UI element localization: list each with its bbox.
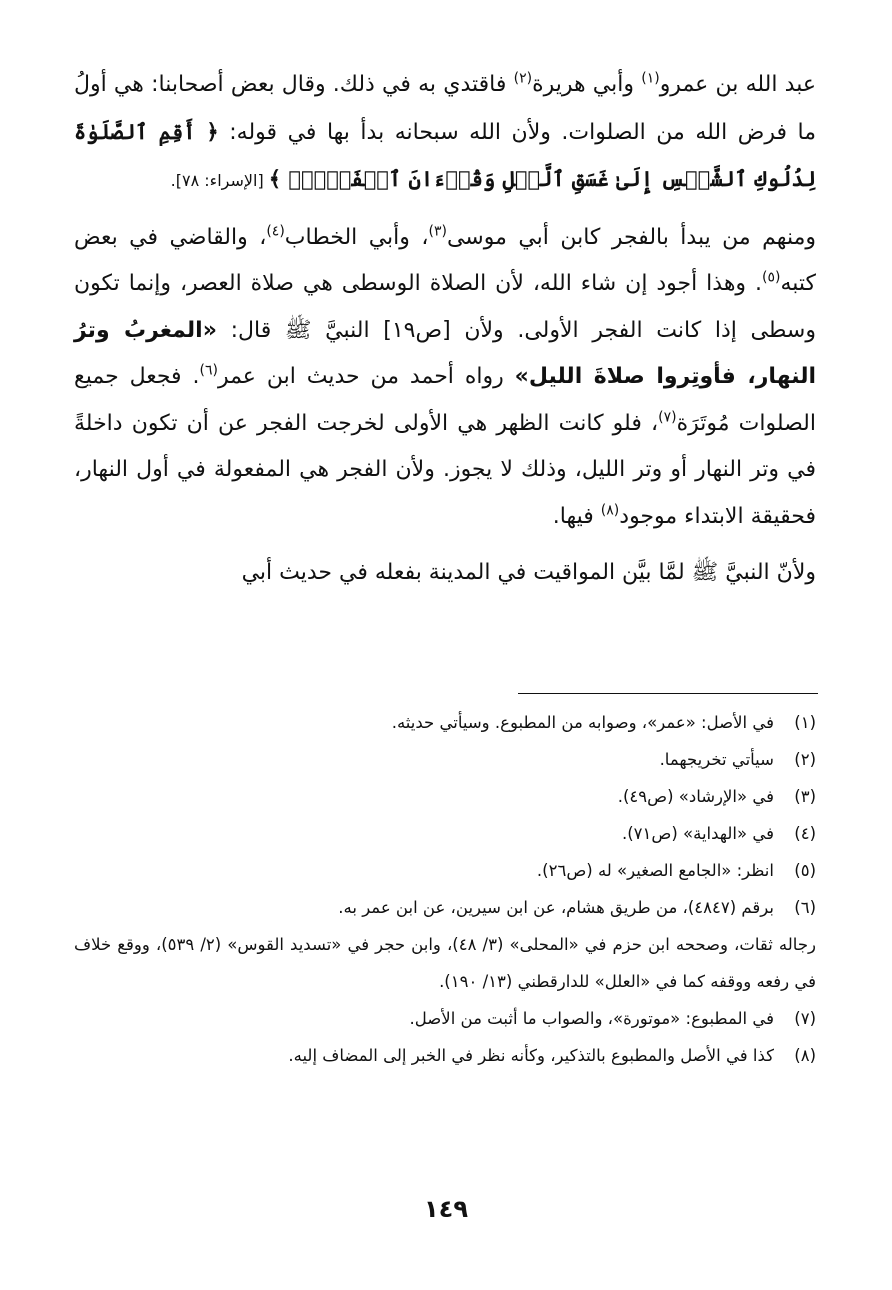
footnote-text: برقم (٤٨٤٧)، من طريق هشام، عن ابن سيرين، عن ابن عمر به.: [338, 898, 774, 917]
footnote-1: [74, 704, 816, 741]
footnote-number: (٨): [794, 1046, 816, 1065]
footnote-6-continuation: رجاله ثقات، وصححه ابن حزم في «المحلى» (٣/ ٤٨)، وابن حجر في «تسديد القوس» (٢/ ٥٣٩)، ووقع خلاف في رفعه ووقفه كما في «العلل» للدارقطني (١٣/ ١٩٠).: [74, 935, 817, 991]
footnote-ref-1[interactable]: (١): [641, 70, 660, 87]
footnote-number: (٣): [794, 787, 816, 806]
footnote-ref-8[interactable]: (٨): [600, 502, 620, 519]
footnote-number: (١): [794, 713, 816, 732]
footnote-ref-5[interactable]: (٥): [761, 269, 781, 286]
hadith-quote: «المغربُ وترُ النهار، فأوتِروا صلاةَ الليل»: [74, 317, 816, 389]
paragraph-1: [74, 62, 816, 205]
paragraph-2: [74, 215, 816, 541]
footnote-number: (٢): [794, 750, 816, 769]
footnote-5: [74, 852, 816, 889]
footnote-ref-3[interactable]: (٣): [428, 223, 447, 240]
footnote-number: (٧): [794, 1009, 816, 1028]
text-run: ولأنّ النبيَّ ﷺ لمَّا بيَّن المواقيت في المدينة بفعله في حديث أبي: [241, 560, 816, 585]
paragraph-3: [74, 550, 816, 597]
text-run: وأبي هريرة: [532, 72, 642, 97]
footnote-8: [74, 1037, 816, 1074]
text-run: ، والقاضي في بعض كتبه: [74, 224, 816, 296]
footnote-text: سيأتي تخريجهما.: [659, 750, 774, 769]
text-run: ومنهم من يبدأ بالفجر كابن أبي موسى: [446, 224, 816, 250]
footnote-text: في المطبوع: «موتورة»، والصواب ما أثبت من الأصل.: [409, 1009, 774, 1028]
text-run: هي أولُ ما فرض الله من الصلوات. ولأن الله سبحانه بدأ بها في قوله:: [74, 72, 817, 145]
footnote-4: [74, 815, 816, 852]
verse-reference: [الإسراء: ٧٨].: [170, 171, 269, 190]
text-run: ، وأبي الخطاب: [284, 224, 429, 250]
footnote-7: [74, 1000, 816, 1037]
footnote-2: [74, 741, 816, 778]
footnote-text: في «الهداية» (ص٧١).: [621, 824, 774, 843]
footnote-ref-6[interactable]: (٦): [199, 362, 218, 379]
text-run: . وهذا أجود إن شاء الله، لأن الصلاة الوسطى هي صلاة العصر، وإنما تكون وسطى إذا كانت الفجر الأولى. ولأن [ص١٩] النبيَّ ﷺ قال:: [74, 271, 816, 343]
text-run: رواه أحمد من حديث ابن عمر: [217, 364, 515, 389]
footnote-text: انظر: «الجامع الصغير» له (ص٢٦).: [536, 861, 774, 880]
footnote-ref-4[interactable]: (٤): [266, 223, 285, 240]
text-run: ، فلو كانت الظهر هي الأولى لخرجت الفجر عن أن تكون داخلةً في وتر النهار أو وتر الليل، وذلك لا يجوز. ولأن الفجر هي المفعولة في أول النهار، فحقيقة الابتداء موجود: [74, 410, 816, 529]
footnote-separator: [518, 693, 818, 694]
footnote-text: في «الإرشاد» (ص٤٩).: [617, 787, 774, 806]
footnote-number: (٤): [794, 824, 816, 843]
footnote-ref-7[interactable]: (٧): [658, 409, 677, 426]
footnote-text: في الأصل: «عمر»، وصوابه من المطبوع. وسيأتي حديثه.: [391, 713, 774, 732]
quran-verse: ﴿ أَقِمِ ٱلصَّلَوٰةَ لِدُلُوكِ ٱلشَّمۡسِ إِلَىٰ غَسَقِ ٱلَّيۡلِ وَقُرۡءَانَ ٱلۡفَجۡرِۖ ﴾: [74, 118, 816, 191]
footnote-ref-2[interactable]: (٢): [513, 70, 533, 87]
footnote-6: [74, 889, 816, 926]
page-number: ١٤٩: [424, 1195, 468, 1223]
text-run: . فجعل جميع الصلوات مُوتَرَة: [74, 364, 816, 436]
footnote-text: كذا في الأصل والمطبوع بالتذكير، وكأنه نظر في الخبر إلى المضاف إليه.: [288, 1046, 774, 1065]
footnote-3: [74, 778, 816, 815]
footnote-number: (٦): [794, 898, 816, 917]
text-run: فيها.: [552, 503, 601, 529]
footnotes-block: [74, 704, 816, 1074]
main-text-block: [74, 62, 816, 597]
text-run: عبد الله بن عمرو: [659, 72, 816, 97]
text-run: فاقتدي به في ذلك. وقال بعض أصحابنا:: [151, 72, 514, 97]
footnote-number: (٥): [794, 861, 816, 880]
